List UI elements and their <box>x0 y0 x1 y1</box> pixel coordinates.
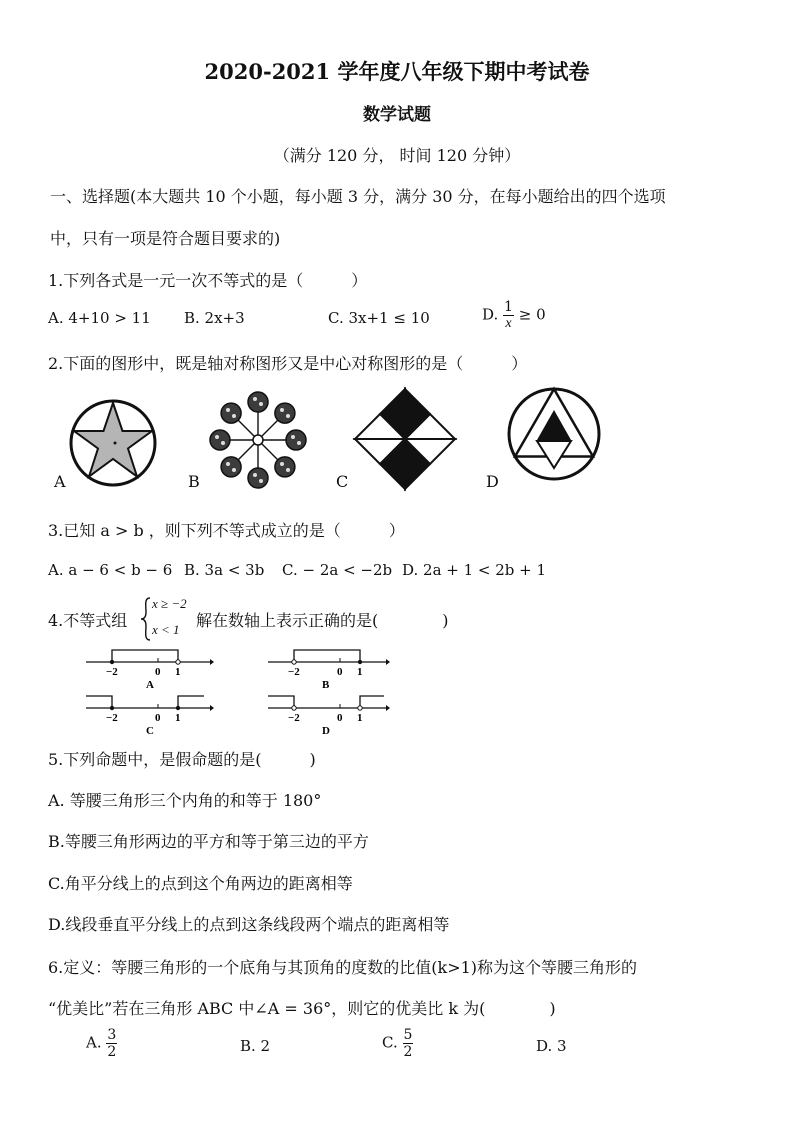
q4-a-tick-1: 1 <box>175 666 181 678</box>
q4-numberline-a <box>86 646 214 691</box>
q6-option-a-prefix: A. <box>86 1033 102 1052</box>
q4-d-tick-neg2: −2 <box>288 712 300 724</box>
q4-label-d: D <box>322 725 330 737</box>
q4-system-brace <box>140 596 152 642</box>
exam-meta: （满分 120 分， 时间 120 分钟） <box>273 146 521 165</box>
section-heading-line1: 一、选择题(本大题共 10 个小题，每小题 3 分，满分 30 分，在每小题给出的四个选项 <box>50 187 666 206</box>
q6-option-c <box>382 1028 413 1059</box>
q1-option-d-fraction <box>503 300 514 331</box>
q4-numberline-c <box>86 692 214 736</box>
q2-label-d: D <box>486 472 499 491</box>
q3-option-b: B. 3a < 3b <box>184 561 265 579</box>
q1-option-b: B. 2x+3 <box>184 309 245 327</box>
q4-numberline-d <box>268 692 390 736</box>
q6-a-numerator: 3 <box>107 1027 117 1043</box>
q4-d-tick-1: 1 <box>357 712 363 724</box>
q4-numberline-b <box>268 646 390 691</box>
q1-option-d <box>482 300 546 331</box>
q4-label-c: C <box>146 725 154 737</box>
q1-option-d-prefix: D. <box>482 305 499 324</box>
q5-option-a: A. 等腰三角形三个内角的和等于 180° <box>48 791 322 810</box>
q2-label-c: C <box>336 472 349 491</box>
q1-option-d-suffix: ≥ 0 <box>518 305 546 324</box>
q6-stem-line2: “优美比”若在三角形 ABC 中∠A = 36°，则它的优美比 k 为( ) <box>48 999 556 1018</box>
q2-stem: 2.下面的图形中，既是轴对称图形又是中心对称图形的是（ ） <box>48 354 528 373</box>
q3-option-a: A. a − 6 < b − 6 <box>48 561 173 579</box>
q4-inequality-1: x ≥ −2 <box>152 596 187 611</box>
q4-d-tick-0: 0 <box>337 712 343 724</box>
q4-c-tick-1: 1 <box>175 712 181 724</box>
section-heading-line2: 中，只有一项是符合题目要求的) <box>50 229 281 248</box>
q6-option-c-fraction <box>403 1028 414 1059</box>
q6-c-denominator: 2 <box>403 1044 413 1060</box>
q2-figure-d-triangles-in-circle <box>506 386 602 482</box>
q1-d-numerator: 1 <box>504 299 513 315</box>
q4-b-tick-1: 1 <box>357 666 363 678</box>
q6-stem-line1: 6.定义：等腰三角形的一个底角与其顶角的度数的比值(k>1)称为这个等腰三角形的 <box>48 958 638 977</box>
q2-figure-c-pinwheel <box>350 384 460 494</box>
q5-option-d: D.线段垂直平分线上的点到这条线段两个端点的距离相等 <box>48 915 450 934</box>
q4-c-tick-neg2: −2 <box>106 712 118 724</box>
q3-option-c: C. − 2a < −2b <box>282 561 393 579</box>
exam-title: 2020-2021 学年度八年级下期中考试卷 <box>204 59 590 84</box>
q4-b-tick-0: 0 <box>337 666 343 678</box>
q4-label-a: A <box>146 679 154 691</box>
q2-label-b: B <box>188 472 200 491</box>
q5-option-c: C.角平分线上的点到这个角两边的距离相等 <box>48 874 353 893</box>
q4-label-b: B <box>322 679 330 691</box>
q5-stem: 5.下列命题中，是假命题的是( ) <box>48 750 316 769</box>
q4-inequality-2: x < 1 <box>152 622 180 637</box>
q4-suffix: 解在数轴上表示正确的是( ) <box>196 611 449 630</box>
q2-figure-a-star-in-circle <box>68 398 158 488</box>
q1-d-denominator: x <box>505 316 512 331</box>
q6-a-denominator: 2 <box>107 1044 117 1060</box>
q6-option-c-prefix: C. <box>382 1033 398 1052</box>
q6-option-b: B. 2 <box>240 1037 271 1055</box>
q5-option-b: B.等腰三角形两边的平方和等于第三边的平方 <box>48 832 369 851</box>
q6-c-numerator: 5 <box>403 1027 413 1043</box>
q1-stem: 1.下列各式是一元一次不等式的是（ ） <box>48 271 368 290</box>
q6-option-a <box>86 1028 117 1059</box>
q2-label-a: A <box>54 472 66 491</box>
q4-a-tick-neg2: −2 <box>106 666 118 678</box>
q6-option-a-fraction <box>106 1028 117 1059</box>
q4-c-tick-0: 0 <box>155 712 161 724</box>
q4-a-tick-0: 0 <box>155 666 161 678</box>
q1-option-c: C. 3x+1 ≤ 10 <box>328 309 430 327</box>
q2-figure-b-circle-ring <box>208 390 308 490</box>
exam-subtitle: 数学试题 <box>363 105 431 125</box>
q4-prefix: 4.不等式组 <box>48 611 128 630</box>
q3-stem: 3.已知 a > b ，则下列不等式成立的是（ ） <box>48 521 405 540</box>
q1-option-a: A. 4+10 > 11 <box>48 309 151 327</box>
q6-option-d: D. 3 <box>536 1037 567 1055</box>
q4-b-tick-neg2: −2 <box>288 666 300 678</box>
q3-option-d: D. 2a + 1 < 2b + 1 <box>402 561 547 579</box>
